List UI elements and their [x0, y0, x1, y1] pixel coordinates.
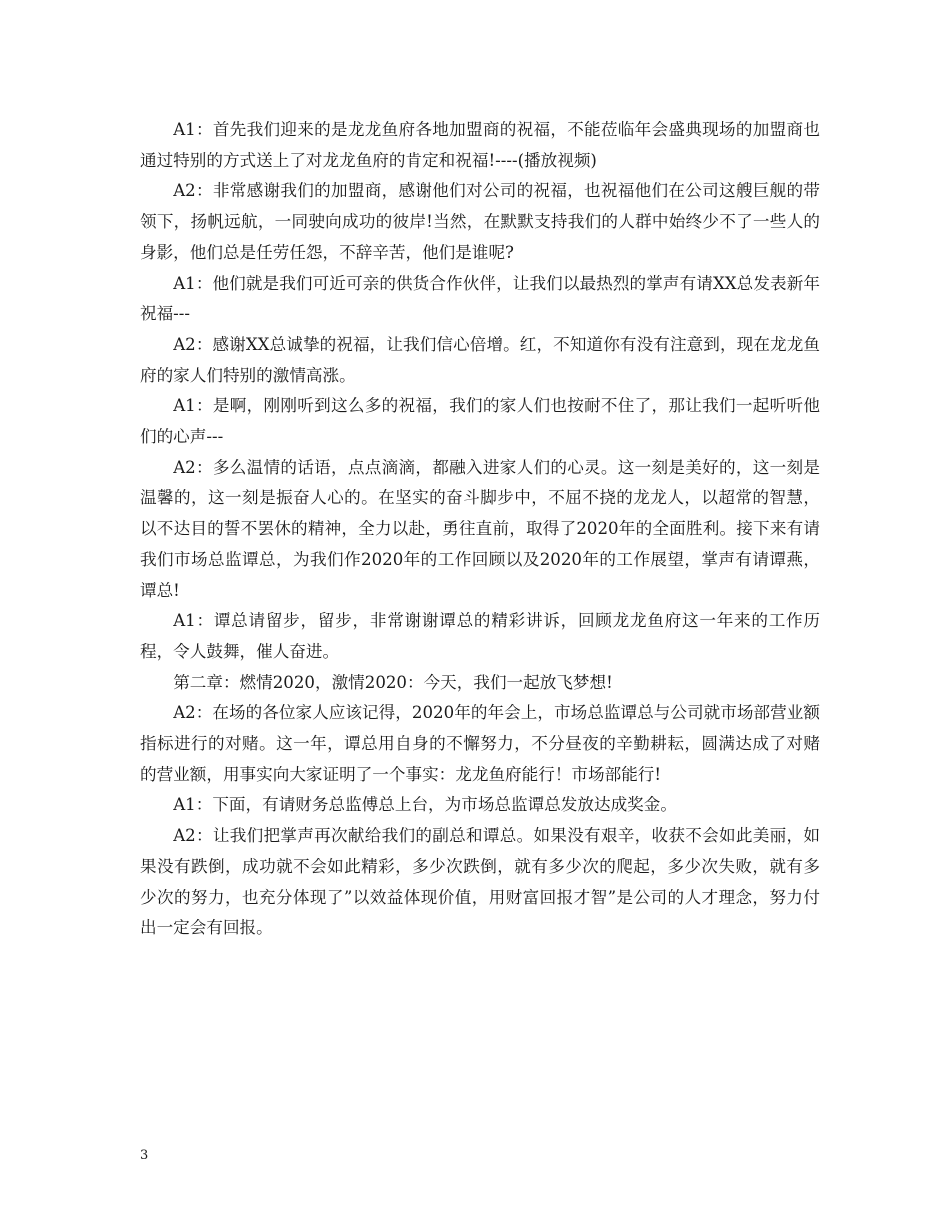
paragraph: A1：他们就是我们可近可亲的供货合作伙伴，让我们以最热烈的掌声有请XX总发表新年祝福--- — [140, 273, 820, 324]
document-body — [140, 115, 820, 944]
paragraph: A1：是啊，刚刚听到这么多的祝福，我们的家人们也按耐不住了，那让我们一起听听他们的心声--- — [140, 396, 820, 447]
paragraph: A1：谭总请留步，留步，非常谢谢谭总的精彩讲诉，回顾龙龙鱼府这一年来的工作历程，令人鼓舞，催人奋进。 — [140, 611, 820, 661]
paragraph: A2：在场的各位家人应该记得，2020年的年会上，市场总监谭总与公司就市场部营业额指标进行的对赌。这一年，谭总用自身的不懈努力，不分昼夜的辛勤耕耘，圆满达成了对赌的营业额，用事实向大家证明了一个事实：龙龙鱼府能行！市场部能行! — [140, 703, 820, 784]
page-number: 3 — [140, 1148, 149, 1163]
chapter-heading: 第二章：燃情2020，激情2020：今天，我们一起放飞梦想! — [173, 672, 613, 692]
paragraph: A2：非常感谢我们的加盟商，感谢他们对公司的祝福，也祝福他们在公司这艘巨舰的带领下，扬帆远航，一同驶向成功的彼岸!当然，在默默支持我们的人群中始终少不了一些人的身影，他们总是任劳任怨，不辞辛苦，他们是谁呢? — [140, 181, 820, 262]
paragraph: A1：下面，有请财务总监傅总上台，为市场总监谭总发放达成奖金。 — [173, 795, 677, 815]
paragraph: A2：感谢XX总诚挚的祝福，让我们信心倍增。红，不知道你有没有注意到，现在龙龙鱼府的家人们特别的激情高涨。 — [140, 334, 820, 385]
paragraph: A1：首先我们迎来的是龙龙鱼府各地加盟商的祝福，不能莅临年会盛典现场的加盟商也通过特别的方式送上了对龙龙鱼府的肯定和祝福!----(播放视频) — [140, 120, 820, 170]
paragraph: A2：让我们把掌声再次献给我们的副总和谭总。如果没有艰辛，收获不会如此美丽，如果没有跌倒，成功就不会如此精彩，多少次跌倒，就有多少次的爬起，多少次失败，就有多少次的努力，也充分体现了”以效益体现价值，用财富回报才智”是公司的人才理念，努力付出一定会有回报。 — [140, 826, 820, 938]
paragraph: A2：多么温情的话语，点点滴滴，都融入进家人们的心灵。这一刻是美好的，这一刻是温馨的，这一刻是振奋人心的。在坚实的奋斗脚步中，不屈不挠的龙龙人，以超常的智慧，以不达目的誓不罢休的精神，全力以赴，勇往直前，取得了2020年的全面胜利。接下来有请我们市场总监谭总，为我们作2020年的工作回顾以及2020年的工作展望，掌声有请谭燕，谭总! — [140, 457, 820, 600]
